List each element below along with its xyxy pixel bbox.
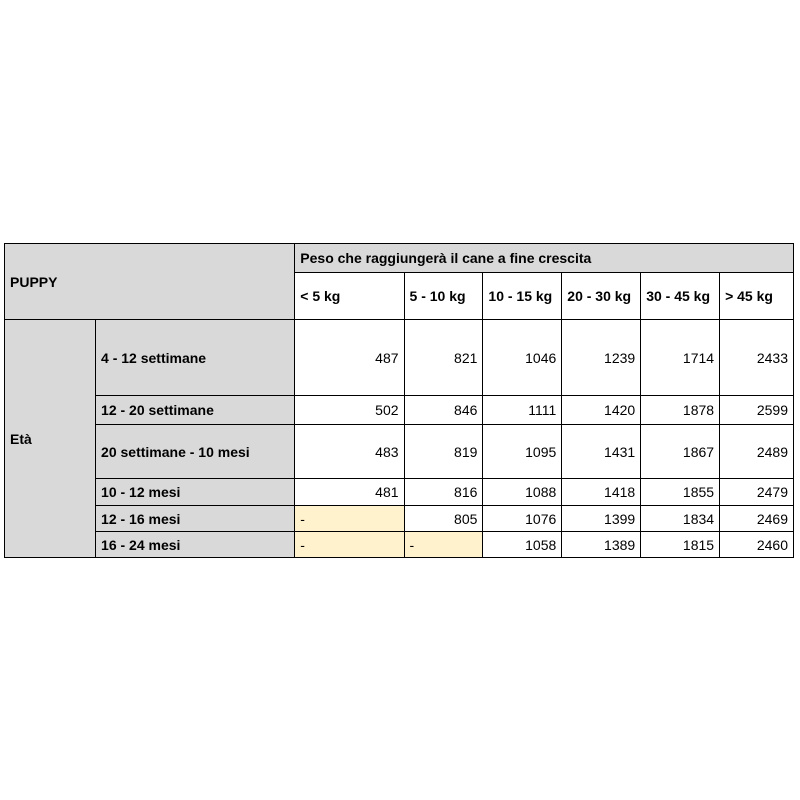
weight-col-header: 20 - 30 kg bbox=[562, 273, 641, 320]
value-cell: 1095 bbox=[483, 425, 562, 479]
weight-col-header: 10 - 15 kg bbox=[483, 273, 562, 320]
value-cell: 821 bbox=[404, 320, 483, 396]
value-cell: 487 bbox=[295, 320, 404, 396]
age-cell: 4 - 12 settimane bbox=[96, 320, 295, 396]
value-cell: 1431 bbox=[562, 425, 641, 479]
value-cell: 1111 bbox=[483, 396, 562, 425]
value-cell: 502 bbox=[295, 396, 404, 425]
dog-food-table bbox=[4, 243, 794, 558]
value-cell: 1399 bbox=[562, 506, 641, 532]
value-cell: 846 bbox=[404, 396, 483, 425]
value-cell: 483 bbox=[295, 425, 404, 479]
value-cell: 1418 bbox=[562, 479, 641, 506]
value-cell: 1046 bbox=[483, 320, 562, 396]
value-cell: 805 bbox=[404, 506, 483, 532]
empty-value-cell: - bbox=[404, 532, 483, 558]
puppy-label: PUPPY bbox=[5, 244, 295, 320]
value-cell: 1076 bbox=[483, 506, 562, 532]
value-cell: 816 bbox=[404, 479, 483, 506]
value-cell: 2433 bbox=[720, 320, 794, 396]
value-cell: 1058 bbox=[483, 532, 562, 558]
age-cell: 16 - 24 mesi bbox=[96, 532, 295, 558]
value-cell: 2460 bbox=[720, 532, 794, 558]
value-cell: 1878 bbox=[641, 396, 720, 425]
value-cell: 1389 bbox=[562, 532, 641, 558]
value-cell: 1420 bbox=[562, 396, 641, 425]
weight-col-header: > 45 kg bbox=[720, 273, 794, 320]
age-cell: 12 - 16 mesi bbox=[96, 506, 295, 532]
age-cell: 20 settimane - 10 mesi bbox=[96, 425, 295, 479]
value-cell: 2599 bbox=[720, 396, 794, 425]
age-cell: 10 - 12 mesi bbox=[96, 479, 295, 506]
value-cell: 2469 bbox=[720, 506, 794, 532]
value-cell: 1088 bbox=[483, 479, 562, 506]
value-cell: 1815 bbox=[641, 532, 720, 558]
weight-col-header: 5 - 10 kg bbox=[404, 273, 483, 320]
value-cell: 2489 bbox=[720, 425, 794, 479]
age-label: Età bbox=[5, 320, 96, 558]
value-cell: 1834 bbox=[641, 506, 720, 532]
value-cell: 1855 bbox=[641, 479, 720, 506]
group-header: Peso che raggiungerà il cane a fine crescita bbox=[295, 244, 794, 273]
value-cell: 819 bbox=[404, 425, 483, 479]
value-cell: 1714 bbox=[641, 320, 720, 396]
value-cell: 481 bbox=[295, 479, 404, 506]
weight-col-header: 30 - 45 kg bbox=[641, 273, 720, 320]
value-cell: 1867 bbox=[641, 425, 720, 479]
weight-col-header: < 5 kg bbox=[295, 273, 404, 320]
empty-value-cell: - bbox=[295, 532, 404, 558]
value-cell: 1239 bbox=[562, 320, 641, 396]
age-cell: 12 - 20 settimane bbox=[96, 396, 295, 425]
value-cell: 2479 bbox=[720, 479, 794, 506]
empty-value-cell: - bbox=[295, 506, 404, 532]
